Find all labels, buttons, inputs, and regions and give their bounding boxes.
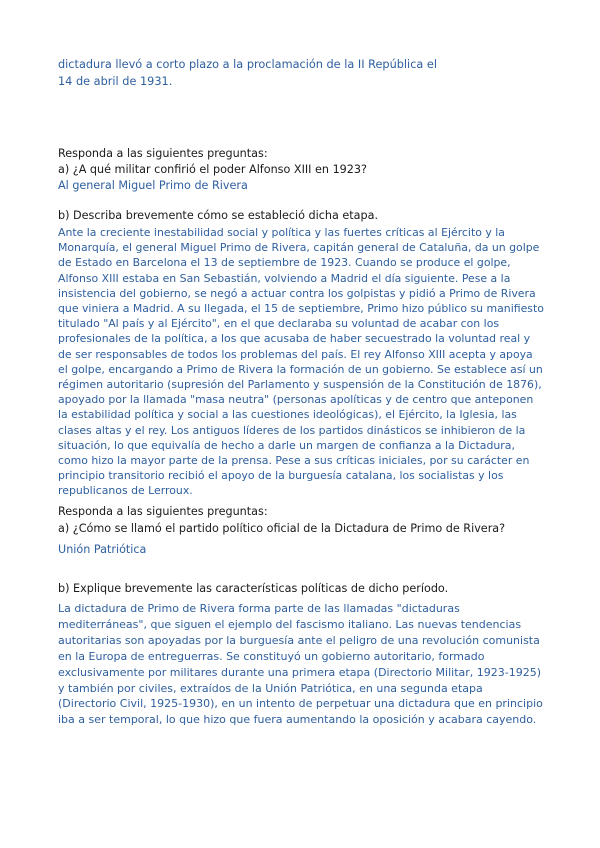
- section2-answer-b: La dictadura de Primo de Rivera forma parte de las llamadas "dictaduras mediterráneas", que siguen el ejemplo del fascismo italiano. Las nuevas tendencias autoritarias son apoyadas por la burguesía ante el peligro de una revolución comunista en la Europa de entreguerras. Se constituyó un gobierno autoritario, formado exclusivamente por militares durante una primera etapa (Directorio Militar, 1923-1925) y también por civiles, extraídos de la Unión Patriótica, en una segunda etapa (Directorio Civil, 1925-1930), en un intento de perpetuar una dictadura que en principio iba a ser temporal, lo que hizo que fuera aumentando la oposición y acabara cayendo.: [58, 602, 543, 727]
- intro-paragraph: [58, 57, 544, 90]
- section1-question-a: a) ¿A qué militar confirió el poder Alfonso XIII en 1923?: [58, 163, 367, 176]
- section1-question-b: b) Describa brevemente cómo se estableció dicha etapa.: [58, 209, 379, 222]
- section1-heading: Responda a las siguientes preguntas:: [58, 147, 268, 160]
- section1-answer-b: Ante la creciente inestabilidad social y política y las fuertes críticas al Ejército y la Monarquía, el general Miguel Primo de Rivera, capitán general de Cataluña, da un golpe de Estado en Barcelona el 13 de septiembre de 1923. Cuando se produce el golpe, Alfonso XIII estaba en San Sebastián, volviendo a Madrid el día siguiente. Pese a la insistencia del gobierno, se negó a actuar contra los golpistas y pidió a Primo de Rivera que viniera a Madrid. A su llegada, el 15 de septiembre, Primo hizo público su manifiesto titulado "Al país y al Ejército", en el que declaraba su voluntad de acabar con los profesionales de la política, a los que acusaba de haber secuestrado la voluntad real y de ser responsables de todos los problemas del país. El rey Alfonso XIII acepta y apoya el golpe, encargando a Primo de Rivera la formación de un gobierno. Se establece así un régimen autoritario (supresión del Parlamento y suspensión de la Constitución de 1876), apoyado por la llamada "masa neutra" (personas apolíticas y de centro que anteponen la estabilidad política y social a las cuestiones ideológicas), el Ejército, la Iglesia, las clases altas y el rey. Los antiguos líderes de los partidos dinásticos se inhibieron de la situación, lo que equivalía de hecho a darle un margen de confianza a la Dictadura, como hizo la mayor parte de la prensa. Pese a sus críticas iniciales, por su carácter en principio transitorio recibió el apoyo de la burguesía catalana, los socialistas y los republicanos de Lerroux.: [58, 226, 544, 498]
- section2-question-a: a) ¿Cómo se llamó el partido político oficial de la Dictadura de Primo de Rivera?: [58, 522, 506, 535]
- intro-line-1: dictadura llevó a corto plazo a la proclamación de la II República el: [58, 58, 438, 71]
- section1-answer-a: Al general Miguel Primo de Rivera: [58, 179, 248, 192]
- intro-line-2: 14 de abril de 1931.: [58, 74, 173, 88]
- section2-answer-a: Unión Patriótica: [58, 543, 147, 556]
- section2-question-b: b) Explique brevemente las características políticas de dicho período.: [58, 582, 449, 595]
- section2-heading: Responda a las siguientes preguntas:: [58, 505, 268, 518]
